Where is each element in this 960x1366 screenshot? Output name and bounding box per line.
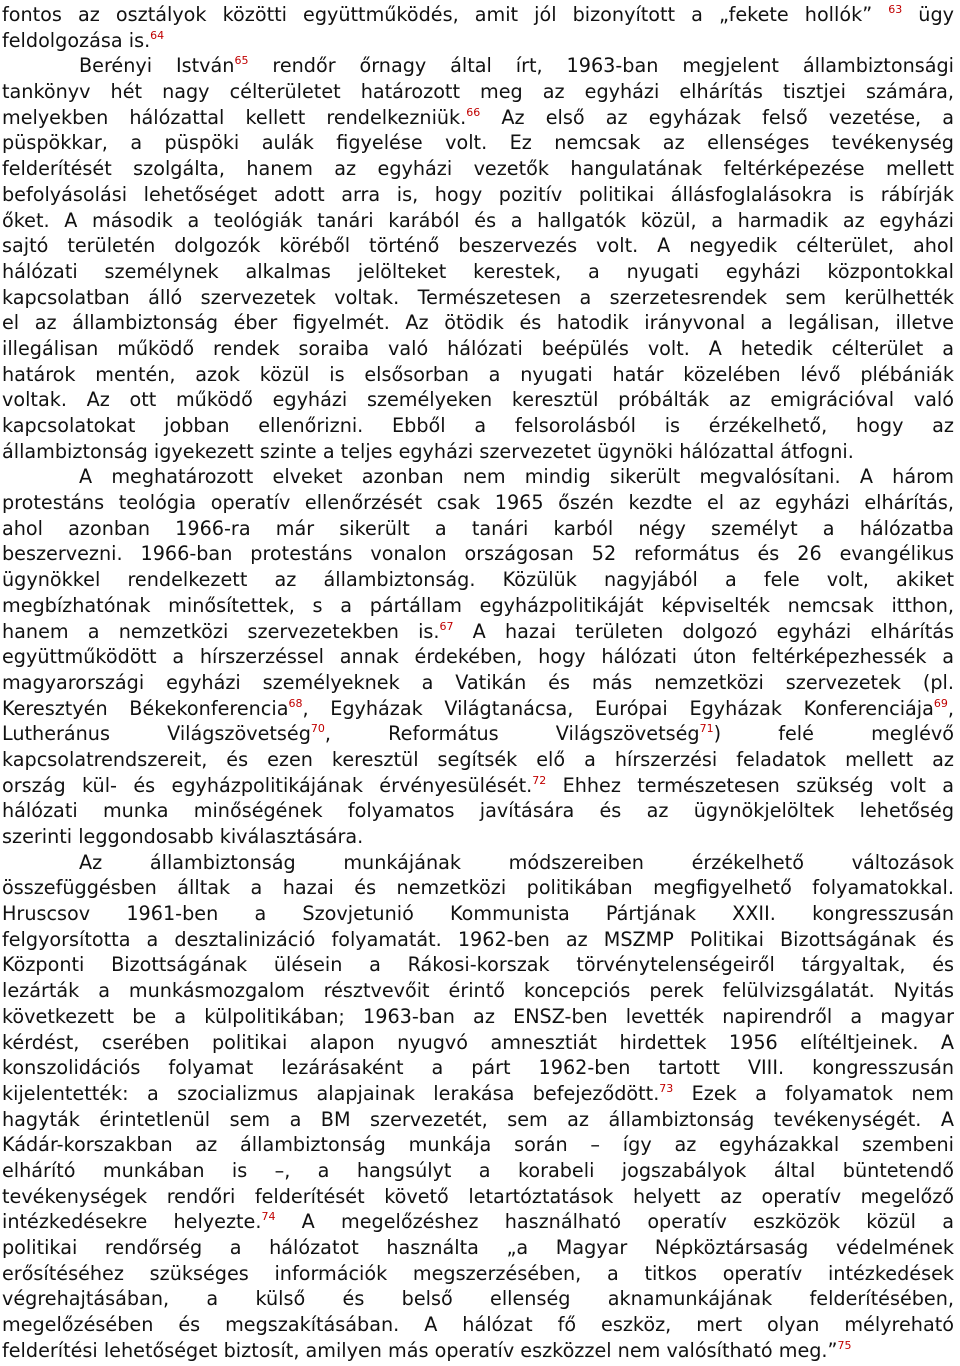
text-line (2, 747, 954, 773)
line-text-continued: rendőr őrnagy által írt, 1963-ban megjelent állambiztonsági (248, 54, 954, 78)
text-line (2, 1235, 954, 1261)
line-text: felderítését szolgálta, hanem az egyházi vezetők hangulatának feltérképezése mellett (2, 157, 954, 181)
text-line (2, 1338, 954, 1364)
line-text: politikai rendőrség a hálózatot használta „a Magyar Népköztársaság védelmének (2, 1236, 954, 1259)
line-text-continued: ) felé meglévő (713, 722, 954, 746)
footnote-ref[interactable]: 75 (837, 1338, 852, 1352)
text-line (2, 53, 954, 79)
text-line (2, 79, 954, 105)
text-line (2, 208, 954, 234)
text-line (2, 2, 954, 28)
text-line (2, 1209, 954, 1235)
line-text: magyarországi egyházi személyeknek a Vatikán és más nemzetközi szervezetek (pl. (2, 670, 954, 694)
line-text: konszolidációs folyamat lezárásaként a párt 1962-ben tartott VIII. kongresszusán (2, 1056, 954, 1080)
text-line (2, 130, 954, 156)
line-text: melyekben hálózattal kellett rendelkezniük. (2, 105, 467, 129)
line-text: voltak. Az ott működő egyházi személyeken keresztül próbálták az emigrációval való (2, 388, 954, 412)
text-line (2, 1004, 954, 1030)
line-text: Központi Bizottságának ülésein a Rákosi-korszak törvénytelenségeiről tárgyaltak, és (2, 953, 954, 977)
text-line (2, 644, 954, 670)
footnote-ref[interactable]: 64 (150, 28, 165, 42)
footnote-ref[interactable]: 73 (659, 1081, 674, 1095)
footnote-ref[interactable]: 66 (466, 105, 481, 119)
text-line (2, 773, 954, 799)
line-text: állambiztonság igyekezett szinte a teljes egyházi szervezetet ügynöki hálózattal átfogni. (2, 439, 854, 463)
line-text-continued: , Egyházak Világtanácsa, Európai Egyházak Konferenciája (302, 696, 934, 720)
line-text: Keresztyén Békekonferencia (2, 696, 289, 720)
footnote-ref[interactable]: 67 (439, 619, 454, 633)
text-line (2, 1132, 954, 1158)
footnote-ref[interactable]: 65 (234, 54, 249, 68)
line-text: kijelentették: a szocializmus alapjainak lerakása befejeződött. (2, 1081, 660, 1105)
line-text: Lutheránus Világszövetség (2, 722, 311, 746)
text-line (2, 696, 954, 722)
text-line (2, 1312, 954, 1338)
line-text: intézkedésekre helyezte. (2, 1210, 262, 1234)
line-text: ahol azonban 1966-ra már sikerült a tanári karból négy személyt a hálózatba (2, 516, 954, 540)
text-line (2, 233, 954, 259)
line-text: erősítéséhez szükséges információk megszerzésében, a titkos operatív intézkedések (2, 1261, 954, 1285)
text-line (2, 105, 954, 131)
line-text: végrehajtásában, a külső és belső ellenség aknamunkájának felderítésében, (2, 1287, 954, 1311)
line-text: együttműködött a hírszerzéssel annak érdekében, hogy hálózati úton feltérképezhessék a (2, 645, 954, 669)
text-line (2, 182, 954, 208)
text-line (2, 619, 954, 645)
text-line (2, 1184, 954, 1210)
text-line (2, 978, 954, 1004)
line-text: tevékenységek rendőri felderítését követő letartóztatások helyett az operatív megelőző (2, 1184, 954, 1208)
line-text: hálózati személynek alkalmas jelölteket kerestek, a nyugati egyházi központokkal (2, 259, 954, 283)
line-text: szerinti leggondosabb kiválasztására. (2, 825, 364, 848)
text-line (2, 927, 954, 953)
line-text: hanem a nemzetközi szervezetekben is. (2, 619, 440, 643)
text-line (2, 875, 954, 901)
text-line (2, 798, 954, 824)
line-text: felgyorsította a desztalinizáció folyamatát. 1962-ben az MSZMP Politikai Bizottságának és (2, 927, 954, 951)
text-line (2, 1081, 954, 1107)
line-text: lezárták a munkásmozgalom résztvevőit érintő koncepciós perek felülvizsgálatát. Nyitás (2, 979, 954, 1003)
text-line (2, 1030, 954, 1056)
line-text-continued: , Református Világszövetség (324, 722, 700, 746)
text-line (2, 670, 954, 696)
line-text-continued: , (947, 696, 954, 720)
text-line (2, 541, 954, 567)
line-text: Berényi István (79, 54, 235, 78)
text-line (2, 259, 954, 285)
footnote-ref[interactable]: 72 (532, 773, 547, 787)
text-line (2, 952, 954, 978)
line-text: püspökkar, a püspöki aulák figyelése volt. Ez nemcsak az ellenséges tevékenység (2, 131, 954, 155)
text-line (2, 1158, 954, 1184)
text-line (2, 850, 954, 876)
footnote-ref[interactable]: 68 (288, 696, 303, 710)
text-line (2, 901, 954, 927)
text-line (2, 387, 954, 413)
line-text: következett be a külpolitikában; 1963-ban az ENSZ-ben levették napirendről a magyar (2, 1004, 954, 1028)
line-text: őket. A második a teológiák tanári karából és a hallgatók közül, a harmadik az egyházi (2, 208, 954, 232)
line-text: Kádár-korszakban az állambiztonság munkája során – így az egyházakkal szembeni (2, 1133, 954, 1157)
line-text: kapcsolatban álló szervezetek voltak. Természetesen a szerzetesrendek sem kerülhették (2, 285, 954, 309)
line-text-continued: ügy (902, 3, 954, 26)
footnote-ref[interactable]: 63 (888, 3, 903, 16)
line-text: beszervezni. 1966-ban protestáns vonalon országosan 52 református és 26 evangélikus (2, 542, 954, 566)
footnote-ref[interactable]: 70 (310, 722, 325, 736)
line-text: összefüggésben álltak a hazai és nemzetközi politikában megfigyelhető folyamatokkal. (2, 876, 954, 900)
line-text-continued: Az első az egyházak felső vezetése, a (480, 105, 954, 129)
line-text: illegálisan működő rendek soraiba való hálózati beépülés volt. A hetedik célterület a (2, 336, 954, 360)
text-line (2, 439, 954, 465)
line-text: protestáns teológia operatív ellenőrzését csak 1965 őszén kezdte el az egyházi elhárítás, (2, 491, 954, 515)
line-text-continued: Ehhez természetesen szükség volt a (546, 773, 954, 797)
text-line (2, 464, 954, 490)
text-line (2, 28, 954, 54)
line-text: tankönyv hét nagy célterületet határozott meg az egyházi elhárítás tisztjei számára, (2, 80, 954, 104)
line-text: ügynökkel rendelkezett az állambiztonság. Közülük nagyjából a fele volt, akiket (2, 568, 954, 592)
line-text-continued: A hazai területen dolgozó egyházi elhárítás (453, 619, 954, 643)
text-line (2, 490, 954, 516)
line-text-continued: A megelőzéshez használható operatív eszközök közül a (275, 1210, 954, 1234)
line-text: elhárító munkában is –, a hangsúlyt a korabeli jogszabályok által büntetendő (2, 1158, 954, 1182)
line-text-continued: Ezek a folyamatok nem (673, 1081, 954, 1105)
line-text: Hruscsov 1961-ben a Szovjetunió Kommunista Pártjának XXII. kongresszusán (2, 902, 954, 926)
text-line (2, 1055, 954, 1081)
line-text: befolyásolási lehetőséget adott arra is, hogy pozitív politikai állásfoglalásokra is rábírják (2, 182, 954, 206)
line-text: kérdést, cserében politikai alapon nyugvó amnesztiát hirdettek 1956 elítéltjeinek. A (2, 1030, 954, 1054)
line-text: feldolgozása is. (2, 28, 151, 52)
text-line (2, 1107, 954, 1133)
text-line (2, 1286, 954, 1312)
line-text: megbízhatónak minősítettek, s a pártállam egyházpolitikáját képviselték nemcsak itthon, (2, 593, 954, 617)
line-text: megelőzésében és megszakításában. A hálózat fő eszköz, mert olyan mélyreható (2, 1313, 954, 1337)
text-line (2, 593, 954, 619)
text-line (2, 824, 954, 850)
footnote-ref[interactable]: 71 (699, 722, 714, 736)
text-line (2, 721, 954, 747)
text-line (2, 413, 954, 439)
footnote-ref[interactable]: 69 (933, 696, 948, 710)
line-text: hálózati munka minőségének folyamatos javítására és az ügynökjelöltek lehetőség (2, 799, 954, 823)
text-line (2, 285, 954, 311)
line-text: kapcsolatokat jobban ellenőrizni. Ebből a felsorolásból is érzékelhető, hogy az (2, 414, 954, 437)
line-text: sajtó területén dolgozók köréből történő beszervezés volt. A negyedik célterület, ahol (2, 234, 954, 258)
text-line (2, 1261, 954, 1287)
line-text: hagyták érintetlenül sem a BM szervezetét, sem az állambiztonság tevékenységét. A (2, 1107, 954, 1131)
text-line (2, 310, 954, 336)
footnote-ref[interactable]: 74 (261, 1210, 276, 1224)
text-line (2, 516, 954, 542)
line-text: fontos az osztályok közötti együttműködés, amit jól bizonyított a „fekete hollók” (2, 3, 889, 26)
line-text: el az állambiztonság éber figyelmét. Az ötödik és hatodik irányvonal a legálisan, illetve (2, 311, 954, 335)
line-text: felderítési lehetőséget biztosít, amilyen más operatív eszközzel nem valósítható meg.” (2, 1338, 838, 1362)
text-line (2, 567, 954, 593)
line-text: kapcsolatrendszereit, és ezen keresztül segítsék elő a hírszerzési feladatok mellett az (2, 747, 954, 771)
line-text: határok mentén, azok közül is elsősorban a nyugati határ közelében lévő plébániák (2, 362, 954, 386)
text-line (2, 156, 954, 182)
line-text: ország kül- és egyházpolitikájának érvényesülését. (2, 773, 533, 797)
line-text: Az állambiztonság munkájának módszereiben érzékelhető változások (79, 850, 954, 874)
line-text: A meghatározott elveket azonban nem mindig sikerült megvalósítani. A három (79, 465, 954, 489)
text-line (2, 362, 954, 388)
text-line (2, 336, 954, 362)
